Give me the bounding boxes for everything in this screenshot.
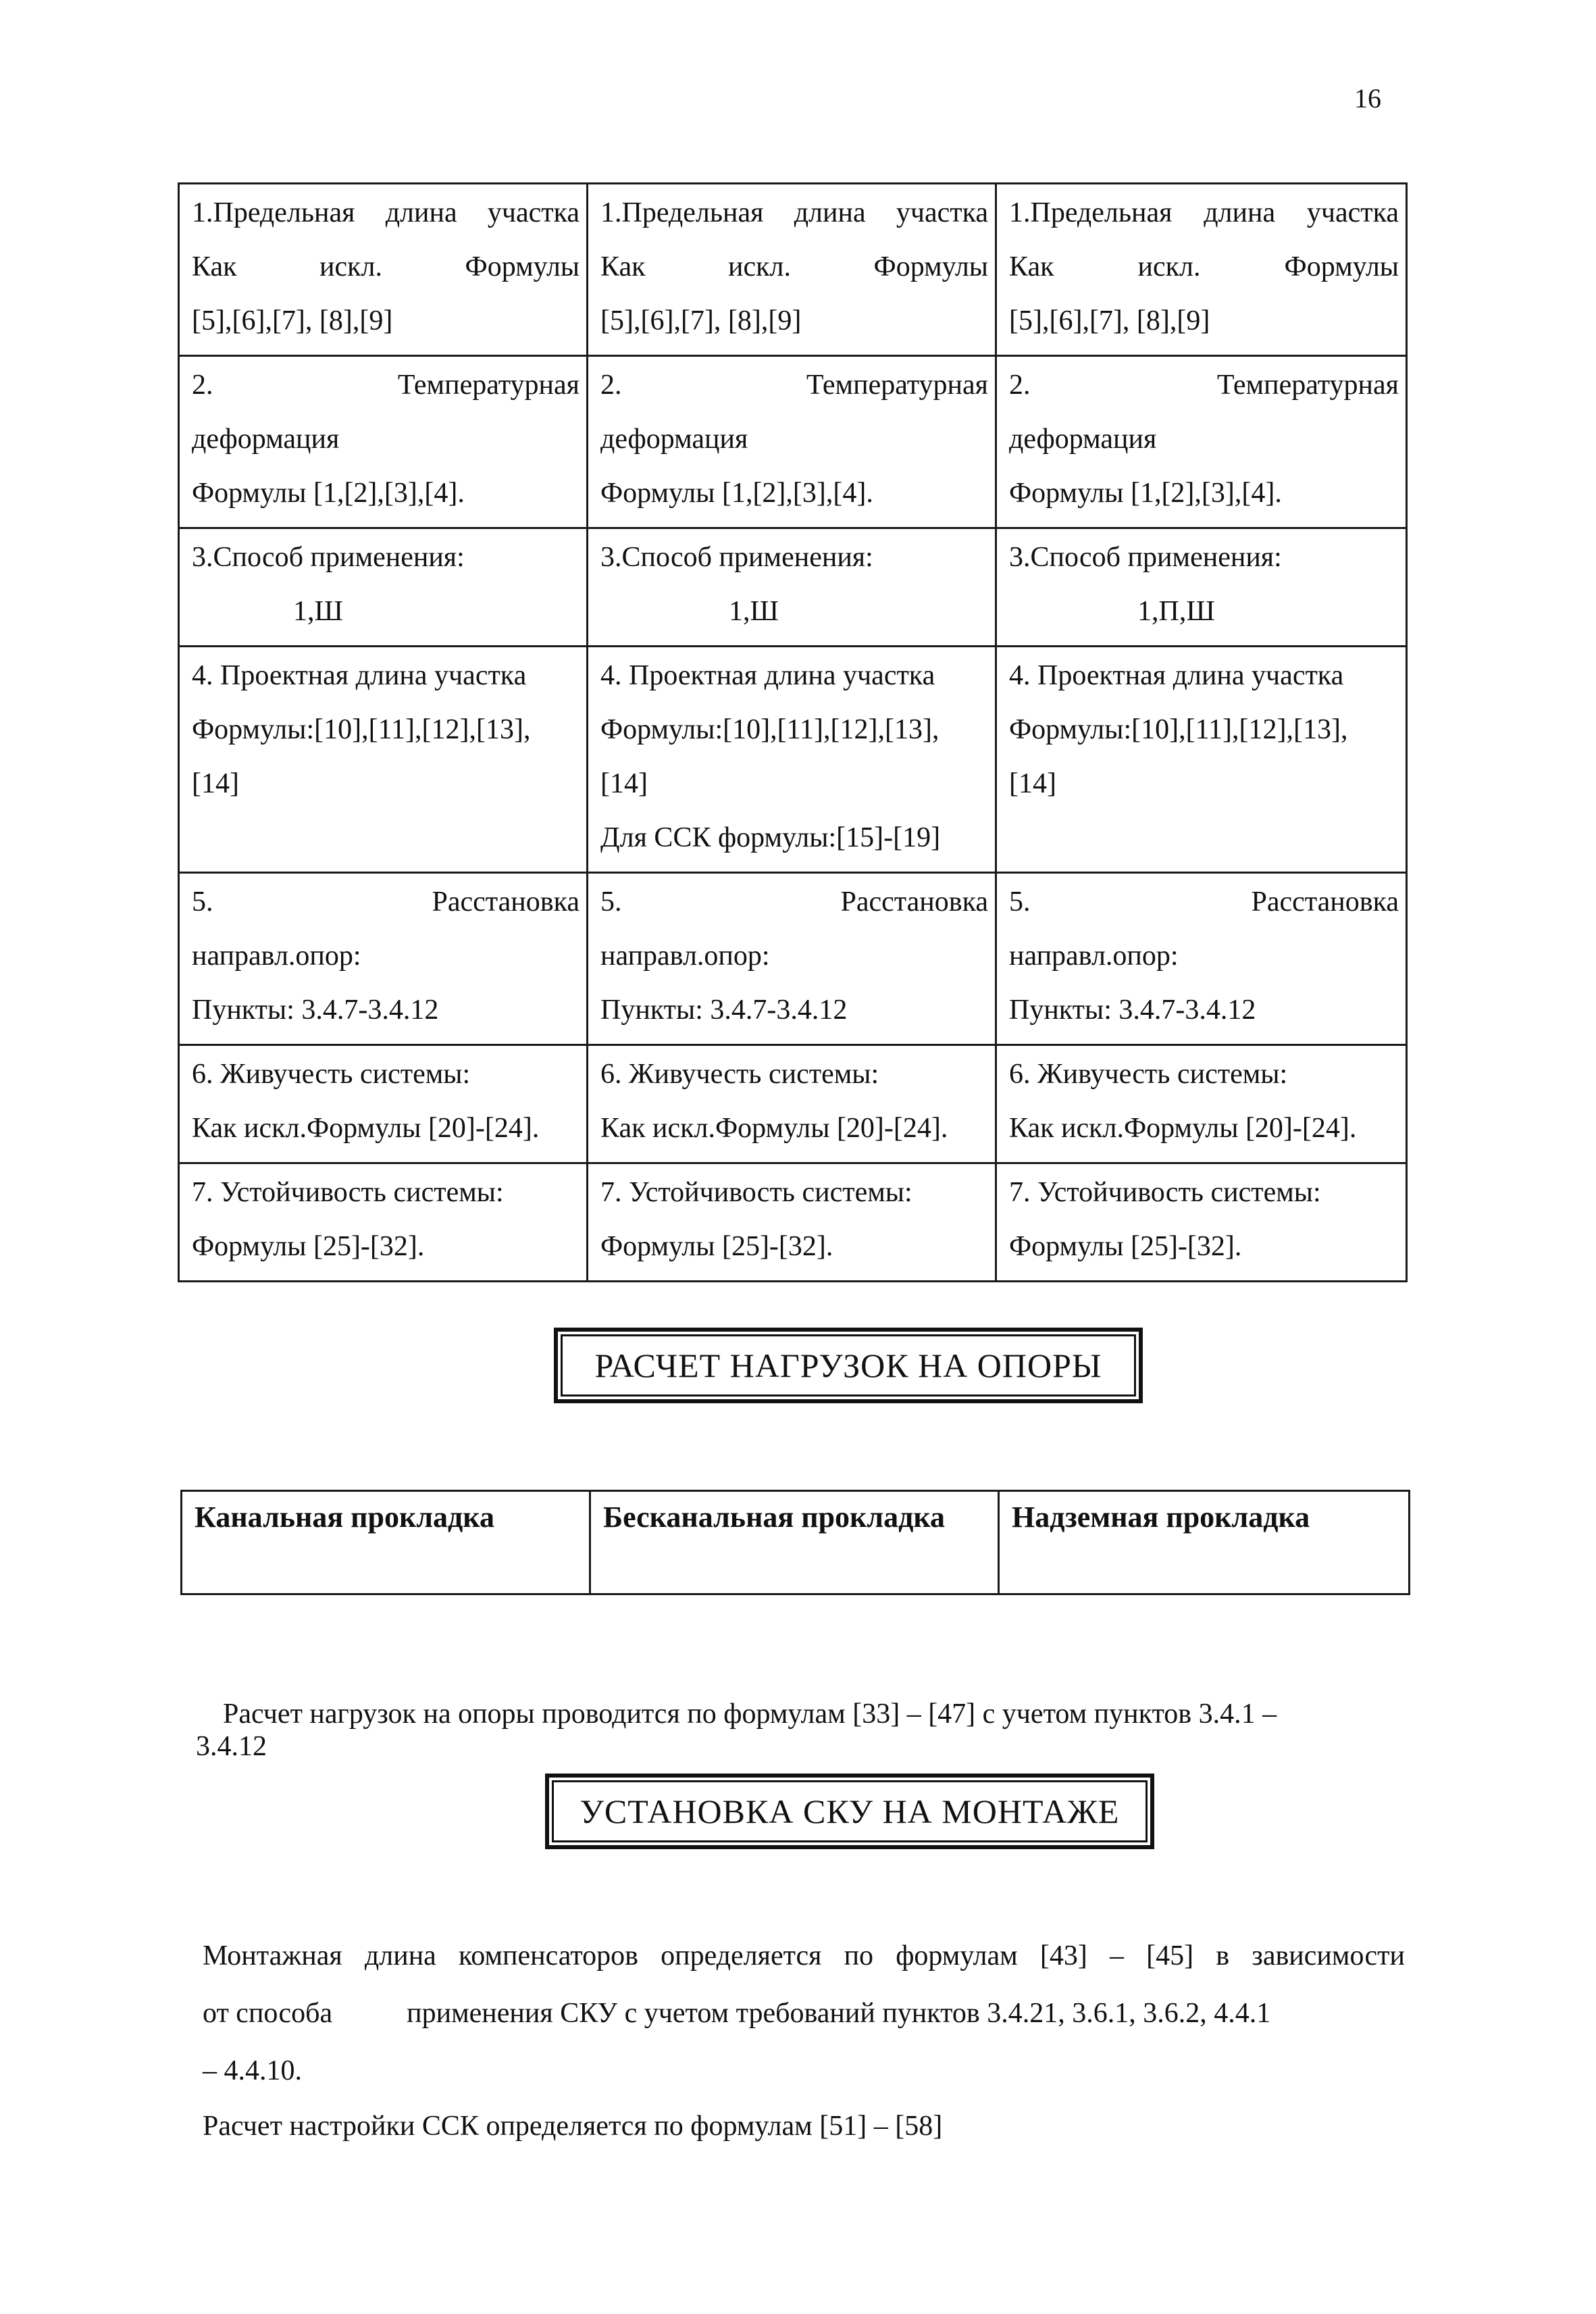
cell-line: Формулы [25]-[32]. bbox=[192, 1231, 425, 1262]
table-cell bbox=[179, 873, 588, 1045]
cell-line: 1,Ш bbox=[729, 596, 779, 627]
cell-line: 7. Устойчивость системы: bbox=[600, 1177, 912, 1208]
table-cell bbox=[996, 184, 1407, 356]
table-row bbox=[179, 1045, 1407, 1163]
header-channel-laying: Канальная прокладка bbox=[182, 1491, 590, 1594]
mounting-line2-start: от способа bbox=[203, 1998, 333, 2029]
cell-line: Пункты: 3.4.7-3.4.12 bbox=[1009, 995, 1256, 1026]
cell-line: Формулы [25]-[32]. bbox=[1009, 1231, 1242, 1262]
cell-line: направл.опор: bbox=[192, 940, 361, 972]
table-cell bbox=[179, 356, 588, 528]
table-cell bbox=[588, 647, 996, 873]
loads-paragraph-line2: 3.4.12 bbox=[196, 1731, 267, 1762]
cell-line: Для ССК формулы:[15]-[19] bbox=[600, 822, 941, 853]
page-number: 16 bbox=[1354, 83, 1381, 114]
table-row bbox=[179, 1163, 1407, 1282]
cell-line: деформация bbox=[600, 424, 748, 455]
table-cell bbox=[996, 1163, 1407, 1282]
table-cell bbox=[179, 1163, 588, 1282]
cell-line: Формулы [1,[2],[3],[4]. bbox=[600, 478, 873, 509]
cell-line: Формулы [25]-[32]. bbox=[600, 1231, 833, 1262]
table-cell bbox=[996, 356, 1407, 528]
cell-line: Как искл. Формулы bbox=[600, 251, 988, 282]
cell-line: 7. Устойчивость системы: bbox=[192, 1177, 504, 1208]
table-cell bbox=[179, 184, 588, 356]
cell-line: 5. Расстановка bbox=[192, 886, 580, 917]
cell-line: Пункты: 3.4.7-3.4.12 bbox=[600, 995, 848, 1026]
cell-line: Как искл.Формулы [20]-[24]. bbox=[192, 1113, 540, 1144]
table-cell bbox=[996, 873, 1407, 1045]
cell-line: [5],[6],[7], [8],[9] bbox=[1009, 305, 1210, 336]
table-cell bbox=[588, 356, 996, 528]
cell-line: 6. Живучесть системы: bbox=[192, 1059, 471, 1090]
cell-line: Как искл.Формулы [20]-[24]. bbox=[600, 1113, 948, 1144]
cell-line: 5. Расстановка bbox=[600, 886, 988, 917]
cell-line: Как искл.Формулы [20]-[24]. bbox=[1009, 1113, 1357, 1144]
header-aboveground-laying: Надземная прокладка bbox=[999, 1491, 1410, 1594]
cell-line: 6. Живучесть системы: bbox=[600, 1059, 879, 1090]
cell-line: 1,П,Ш bbox=[1137, 596, 1215, 627]
cell-line: Как искл. Формулы bbox=[1009, 251, 1399, 282]
cell-line: Пункты: 3.4.7-3.4.12 bbox=[192, 995, 439, 1026]
table-cell bbox=[996, 647, 1407, 873]
cell-line: [14] bbox=[192, 768, 239, 799]
cell-line: Формулы [1,[2],[3],[4]. bbox=[192, 478, 465, 509]
table-cell bbox=[588, 873, 996, 1045]
cell-line: 2. Температурная bbox=[192, 370, 580, 401]
mounting-paragraph-line3: – 4.4.10. bbox=[203, 2055, 302, 2086]
cell-line: Формулы:[10],[11],[12],[13], bbox=[1009, 714, 1348, 745]
table-cell bbox=[179, 1045, 588, 1163]
table-cell bbox=[179, 647, 588, 873]
cell-line: 4. Проектная длина участка bbox=[600, 660, 935, 691]
install-heading: УСТАНОВКА СКУ НА МОНТАЖЕ bbox=[545, 1774, 1154, 1849]
table-row bbox=[179, 647, 1407, 873]
loads-heading: РАСЧЕТ НАГРУЗОК НА ОПОРЫ bbox=[554, 1328, 1143, 1403]
cell-line: 7. Устойчивость системы: bbox=[1009, 1177, 1321, 1208]
laying-types-table bbox=[180, 1490, 1410, 1595]
mounting-paragraph-line1: Монтажная длина компенсаторов определяется по формулам [43] – [45] в зависимости bbox=[203, 1940, 1405, 1971]
cell-line: [5],[6],[7], [8],[9] bbox=[192, 305, 393, 336]
table-cell bbox=[996, 528, 1407, 647]
cell-line: 6. Живучесть системы: bbox=[1009, 1059, 1288, 1090]
cell-line: направл.опор: bbox=[1009, 940, 1179, 972]
header-channelless-laying: Бесканальная прокладка bbox=[590, 1491, 999, 1594]
table-cell bbox=[179, 528, 588, 647]
adjustment-paragraph: Расчет настройки ССК определяется по формулам [51] – [58] bbox=[203, 2111, 943, 2142]
cell-line: 5. Расстановка bbox=[1009, 886, 1399, 917]
table-row bbox=[179, 873, 1407, 1045]
table-cell bbox=[588, 184, 996, 356]
table-cell bbox=[588, 1163, 996, 1282]
cell-line: Формулы:[10],[11],[12],[13], bbox=[192, 714, 531, 745]
cell-line: 1.Предельная длина участка bbox=[192, 197, 580, 228]
table-row bbox=[179, 184, 1407, 356]
cell-line: 3.Способ применения: bbox=[192, 542, 465, 573]
table-row bbox=[182, 1491, 1410, 1594]
cell-line: Формулы:[10],[11],[12],[13], bbox=[600, 714, 939, 745]
table-row bbox=[179, 356, 1407, 528]
cell-line: [14] bbox=[1009, 768, 1056, 799]
cell-line: 2. Температурная bbox=[600, 370, 988, 401]
table-row bbox=[179, 528, 1407, 647]
cell-line: 4. Проектная длина участка bbox=[1009, 660, 1344, 691]
cell-line: 2. Температурная bbox=[1009, 370, 1399, 401]
cell-line: 1,Ш bbox=[293, 596, 343, 627]
cell-line: Формулы [1,[2],[3],[4]. bbox=[1009, 478, 1282, 509]
cell-line: деформация bbox=[1009, 424, 1157, 455]
mounting-paragraph-line2 bbox=[203, 1996, 1270, 2030]
table-cell bbox=[588, 1045, 996, 1163]
cell-line: 4. Проектная длина участка bbox=[192, 660, 527, 691]
loads-paragraph-line1: Расчет нагрузок на опоры проводится по формулам [33] – [47] с учетом пунктов 3.4.1 – bbox=[223, 1699, 1277, 1730]
cell-line: направл.опор: bbox=[600, 940, 770, 972]
table-cell bbox=[588, 528, 996, 647]
cell-line: 3.Способ применения: bbox=[600, 542, 873, 573]
cell-line: деформация bbox=[192, 424, 340, 455]
cell-line: 3.Способ применения: bbox=[1009, 542, 1282, 573]
method-table bbox=[178, 182, 1408, 1282]
table-cell bbox=[996, 1045, 1407, 1163]
cell-line: 1.Предельная длина участка bbox=[1009, 197, 1399, 228]
cell-line: [5],[6],[7], [8],[9] bbox=[600, 305, 802, 336]
cell-line: 1.Предельная длина участка bbox=[600, 197, 988, 228]
mounting-line2-end: применения СКУ с учетом требований пунктов 3.4.21, 3.6.1, 3.6.2, 4.4.1 bbox=[407, 1998, 1271, 2029]
cell-line: [14] bbox=[600, 768, 648, 799]
cell-line: Как искл. Формулы bbox=[192, 251, 580, 282]
